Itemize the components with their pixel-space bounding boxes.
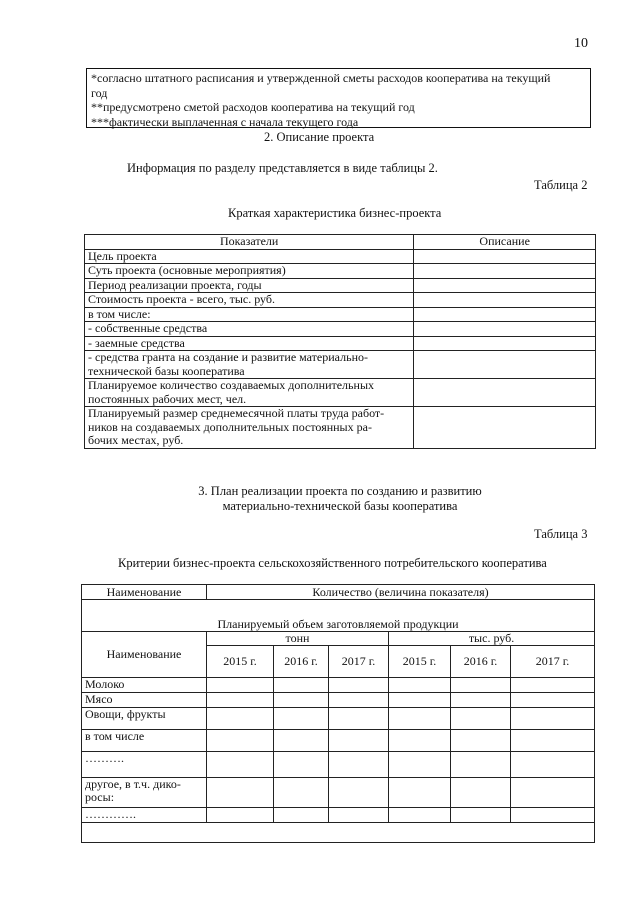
table-3-header-quantity: Количество (величина показателя) [207, 585, 595, 600]
table-2-title: Краткая характеристика бизнес-проекта [228, 206, 442, 220]
table-2-header-description: Описание [414, 235, 596, 250]
table-2-header-indicators: Показатели [85, 235, 414, 250]
row-vegetables: Овощи, фрукты [82, 708, 207, 730]
table-row [82, 678, 595, 693]
section-3-title: 3. План реализации проекта по созданию и развитию материально-технической базы кооператива [198, 484, 482, 513]
table-row [82, 730, 595, 752]
table-3-label: Таблица 3 [534, 527, 588, 541]
page-number: 10 [574, 36, 588, 51]
table-row [85, 264, 596, 279]
unit-tons: тонн [207, 632, 389, 646]
year-2016-tons: 2016 г. [274, 646, 329, 678]
footnote-3: ***фактически выплаченная с начала текущего года [91, 114, 359, 129]
year-2016-rub: 2016 г. [451, 646, 511, 678]
table-cell: Планируемое количество создаваемых дополнительных постоянных рабочих мест, чел. [85, 379, 414, 407]
table-row [82, 823, 595, 843]
footnotes-box [86, 68, 591, 128]
table-row [85, 379, 596, 407]
table-3-header-name: Наименование [82, 585, 207, 600]
table-3 [81, 584, 595, 843]
section-2-title: 2. Описание проекта [264, 130, 375, 144]
table-2 [84, 234, 596, 449]
table-cell: Стоимость проекта - всего, тыс. руб. [85, 293, 414, 308]
section-2-intro: Информация по разделу представляется в виде таблицы 2. [127, 161, 438, 175]
row-meat: Мясо [82, 693, 207, 708]
row-dots-2: …………. [82, 808, 207, 823]
table-row [85, 293, 596, 308]
table-3-title: Критерии бизнес-проекта сельскохозяйственного потребительского кооператива [118, 556, 547, 570]
footnote-2: **предусмотрено сметой расходов кооператива на текущий год [91, 100, 415, 114]
footnote-1: *согласно штатного расписания и утвержденной сметы расходов кооператива на текущий [91, 71, 551, 85]
table-row [82, 808, 595, 823]
year-2015-tons: 2015 г. [207, 646, 274, 678]
table-row [85, 278, 596, 293]
table-row [85, 322, 596, 337]
table-3-name-column: Наименование [82, 632, 207, 678]
unit-thousand-rub: тыс. руб. [389, 632, 595, 646]
year-2017-tons: 2017 г. [329, 646, 389, 678]
year-2015-rub: 2015 г. [389, 646, 451, 678]
year-2017-rub: 2017 г. [511, 646, 595, 678]
table-cell: Суть проекта (основные мероприятия) [85, 264, 414, 279]
row-dots: ………. [82, 752, 207, 778]
table-row [85, 351, 596, 379]
row-milk: Молоко [82, 678, 207, 693]
table-row [85, 407, 596, 449]
table-cell: Планируемый размер среднемесячной платы труда работ- ников на создаваемых дополнительных постоянных ра- бочих местах, руб. [85, 407, 414, 449]
table-cell: - заемные средства [85, 336, 414, 351]
row-including: в том числе [82, 730, 207, 752]
table-3-planned-volume: Планируемый объем заготовляемой продукции [82, 600, 595, 632]
table-cell: в том числе: [85, 307, 414, 322]
table-cell: Период реализации проекта, годы [85, 278, 414, 293]
table-row [85, 307, 596, 322]
table-2-label: Таблица 2 [534, 178, 588, 192]
table-cell: - средства гранта на создание и развитие материально- технической базы кооператива [85, 351, 414, 379]
table-row [85, 249, 596, 264]
row-other-wild: другое, в т.ч. дико-росы: [82, 778, 207, 808]
table-row [85, 336, 596, 351]
table-cell: Цель проекта [85, 249, 414, 264]
footnote-1-cont: год [91, 85, 108, 100]
table-row [82, 693, 595, 708]
table-row [82, 708, 595, 730]
table-row [82, 752, 595, 778]
table-row [82, 778, 595, 808]
table-cell: - собственные средства [85, 322, 414, 337]
